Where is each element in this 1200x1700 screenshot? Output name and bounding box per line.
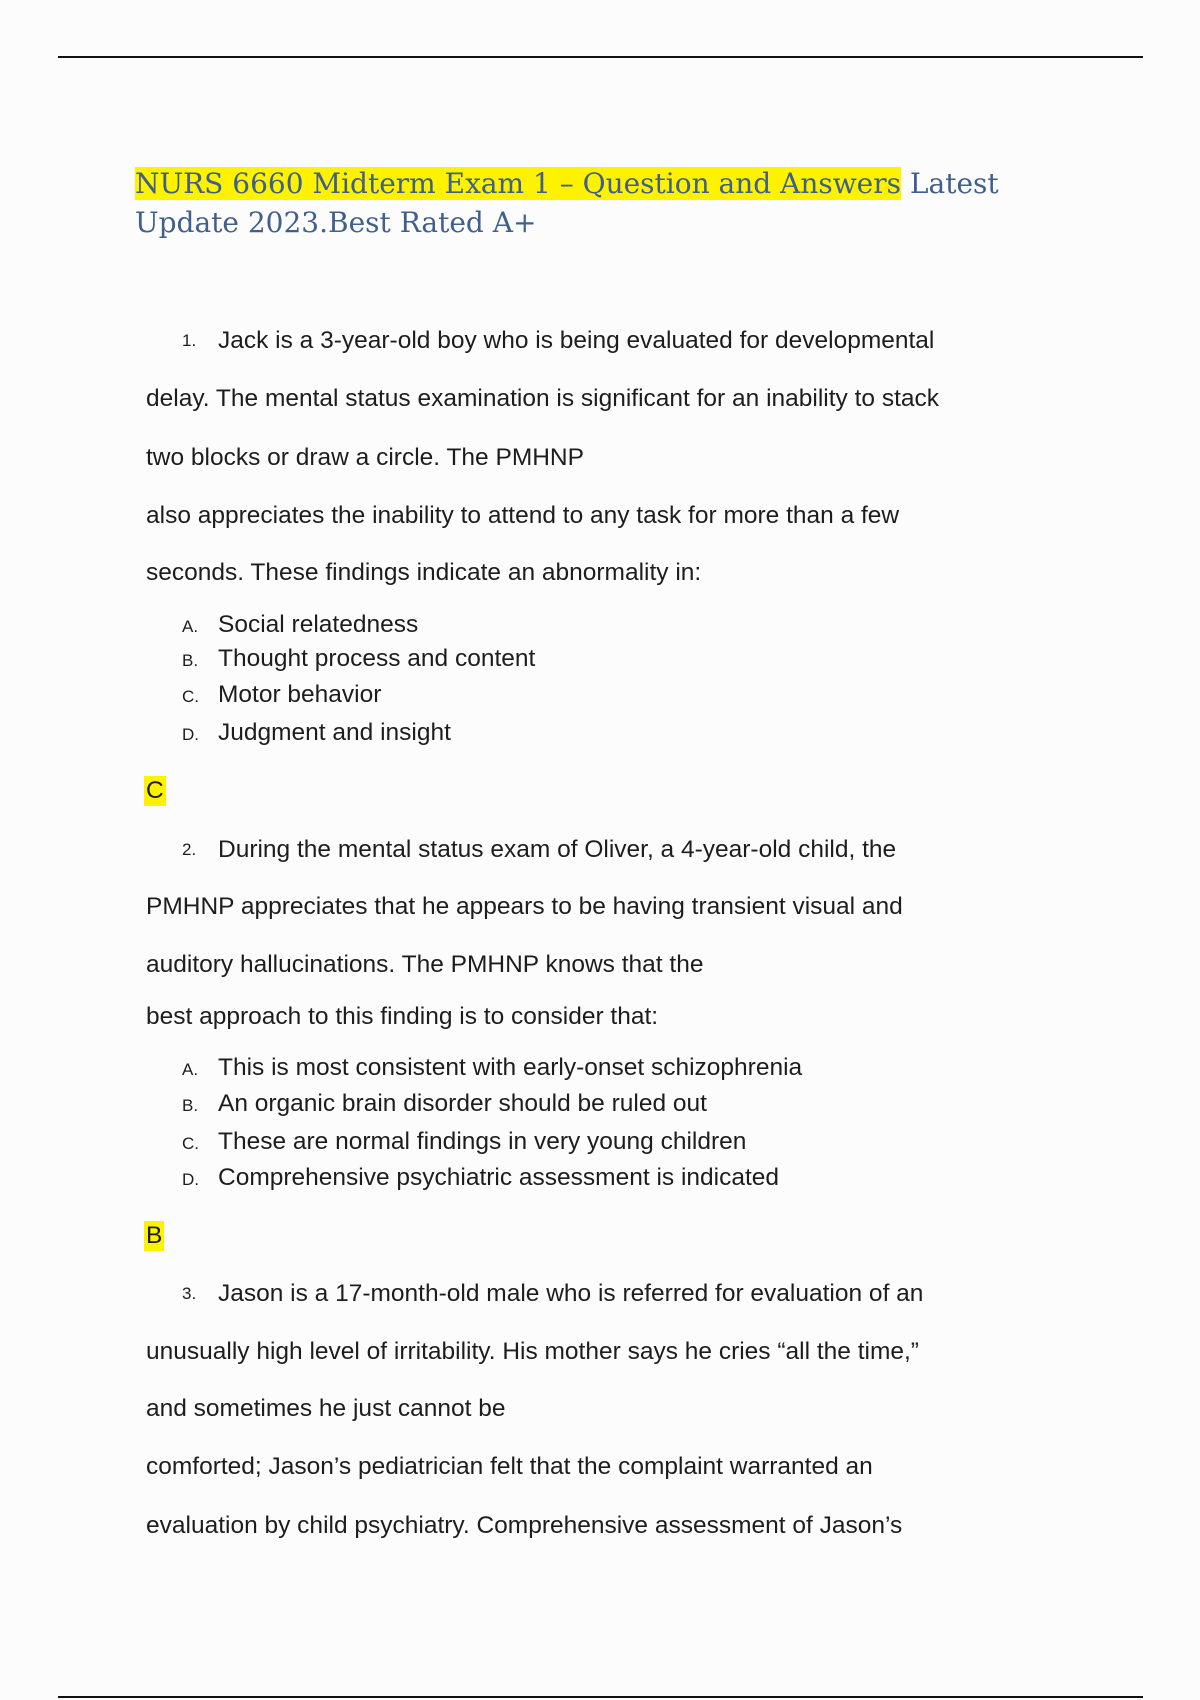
- question-text-line: best approach to this finding is to consider that:: [146, 1003, 659, 1030]
- question-text-line: During the mental status exam of Oliver, a 4-year-old child, the: [218, 836, 897, 863]
- question-text-line: also appreciates the inability to attend to any task for more than a few: [146, 502, 900, 529]
- option-text: Comprehensive psychiatric assessment is indicated: [218, 1164, 780, 1191]
- question-number: 3.: [182, 1284, 197, 1303]
- title-highlight: NURS 6660 Midterm Exam 1 – Question and Answers: [135, 167, 902, 200]
- question-number: 2.: [182, 840, 197, 859]
- option-letter: D.: [182, 1170, 199, 1189]
- document-title: [135, 164, 1095, 242]
- question-text-line: Jason is a 17-month-old male who is referred for evaluation of an: [218, 1280, 924, 1307]
- question-text-line: auditory hallucinations. The PMHNP knows that the: [146, 951, 704, 978]
- option-letter: A.: [182, 617, 199, 636]
- header-rule: [58, 56, 1143, 58]
- footer-rule: [58, 1696, 1143, 1698]
- question-text-line: delay. The mental status examination is significant for an inability to stack: [146, 385, 940, 412]
- question-number: 1.: [182, 331, 197, 350]
- question-text-line: two blocks or draw a circle. The PMHNP: [146, 444, 584, 471]
- option-text: Motor behavior: [218, 681, 382, 708]
- title-rest: Latest Update 2023.Best Rated A+: [135, 167, 999, 239]
- option-letter: C.: [182, 687, 199, 706]
- option-text: Social relatedness: [218, 611, 419, 638]
- option-text: Judgment and insight: [218, 719, 451, 746]
- option-text: Thought process and content: [218, 645, 536, 672]
- option-letter: A.: [182, 1060, 199, 1079]
- question-text-line: Jack is a 3-year-old boy who is being evaluated for developmental: [218, 327, 935, 354]
- option-letter: C.: [182, 1134, 199, 1153]
- option-text: These are normal findings in very young children: [218, 1128, 747, 1155]
- question-text-line: evaluation by child psychiatry. Comprehensive assessment of Jason’s: [146, 1512, 903, 1539]
- option-text: An organic brain disorder should be ruled out: [218, 1090, 707, 1117]
- answer-highlight: B: [146, 1222, 163, 1249]
- question-text-line: and sometimes he just cannot be: [146, 1395, 506, 1422]
- question-text-line: seconds. These findings indicate an abnormality in:: [146, 559, 702, 586]
- option-letter: B.: [182, 651, 199, 670]
- option-text: This is most consistent with early-onset schizophrenia: [218, 1054, 803, 1081]
- answer-highlight: C: [146, 777, 164, 804]
- option-letter: D.: [182, 725, 199, 744]
- question-text-line: unusually high level of irritability. His mother says he cries “all the time,”: [146, 1338, 919, 1365]
- question-text-line: comforted; Jason’s pediatrician felt that the complaint warranted an: [146, 1453, 873, 1480]
- option-letter: B.: [182, 1096, 199, 1115]
- question-text-line: PMHNP appreciates that he appears to be having transient visual and: [146, 893, 903, 920]
